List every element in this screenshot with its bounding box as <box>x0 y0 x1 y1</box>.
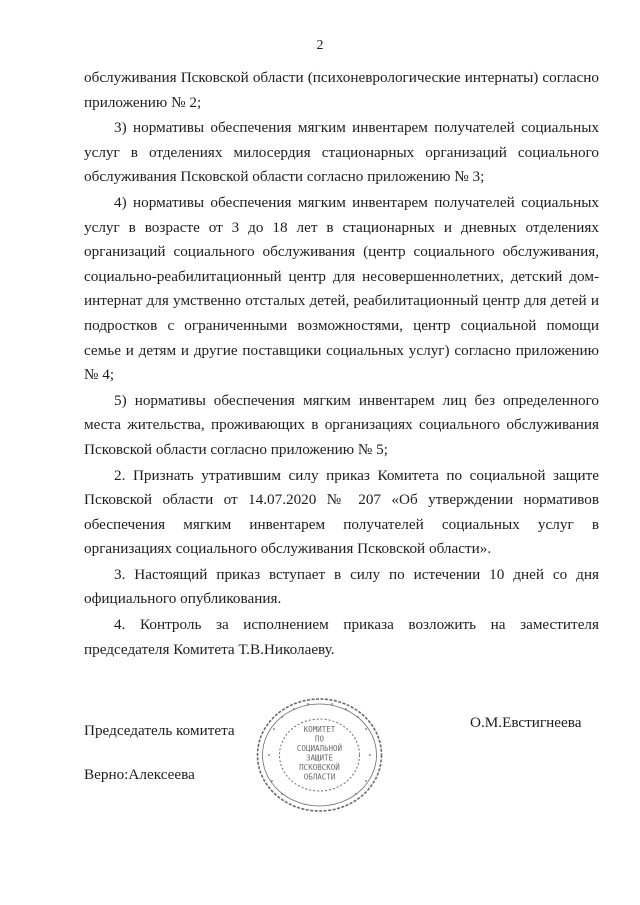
stamp-text-line: СОЦИАЛЬНОЙ <box>296 744 343 753</box>
paragraph-clause-2: 2. Признать утратившим силу приказ Комитета по социальной защите Псковской области от 14.07.2020 № 207 «Об утверждении нормативов обеспечения мягким инвентарем получателей социальных услуг в организациях социального обслуживания Псковской области». <box>84 466 599 558</box>
paragraph-item-4: 4) нормативы обеспечения мягким инвентарем получателей социальных услуг в возрасте от 3 до 18 лет в стационарных и дневных отделениях организаций социального обслуживания (центр социального обслуживания, социально-реабилитационный центр для несовершеннолетних, детский дом-интернат для умственно отсталых детей, реабилитационный центр для детей и подростков с ограниченными возможностями, центр социальной помощи семье и детям и другие поставщики социальных услуг) согласно приложению № 4; <box>84 193 599 384</box>
copy-certification: Верно:Алексеева <box>84 766 195 783</box>
stamp-text-line: ЗАЩИТЕ <box>305 753 334 763</box>
paragraph-item-3: 3) нормативы обеспечения мягким инвентарем получателей социальных услуг в отделениях милосердия стационарных организаций социального обслуживания Псковской области согласно приложению № 3; <box>84 119 599 186</box>
document-body <box>84 66 599 662</box>
stamp-text-line: ПСКОВСКОЙ <box>299 763 340 772</box>
paragraph-clause-4: 4. Контроль за исполнением приказа возложить на заместителя председателя Комитета Т.В.Николаеву. <box>84 616 599 658</box>
signatory-title: Председатель комитета <box>84 722 235 739</box>
paragraph-item-5: 5) нормативы обеспечения мягким инвентарем лиц без определенного места жительства, проживающих в организациях социального обслуживания Псковской области согласно приложению № 5; <box>84 391 599 458</box>
page-number: 2 <box>316 38 324 53</box>
stamp-text-line: КОМИТЕТ <box>303 725 336 734</box>
paragraph-continuation: обслуживания Псковской области (психоневрологические интернаты) согласно приложению № 2; <box>84 69 599 111</box>
stamp-text-line: ОБЛАСТИ <box>303 772 336 782</box>
paragraph-clause-3: 3. Настоящий приказ вступает в силу по истечении 10 дней со дня официального опубликования. <box>84 565 599 608</box>
official-seal-stamp <box>252 695 387 815</box>
signatory-name: О.М.Евстигнеева <box>470 714 582 731</box>
stamp-text-line: ПО <box>314 734 325 744</box>
